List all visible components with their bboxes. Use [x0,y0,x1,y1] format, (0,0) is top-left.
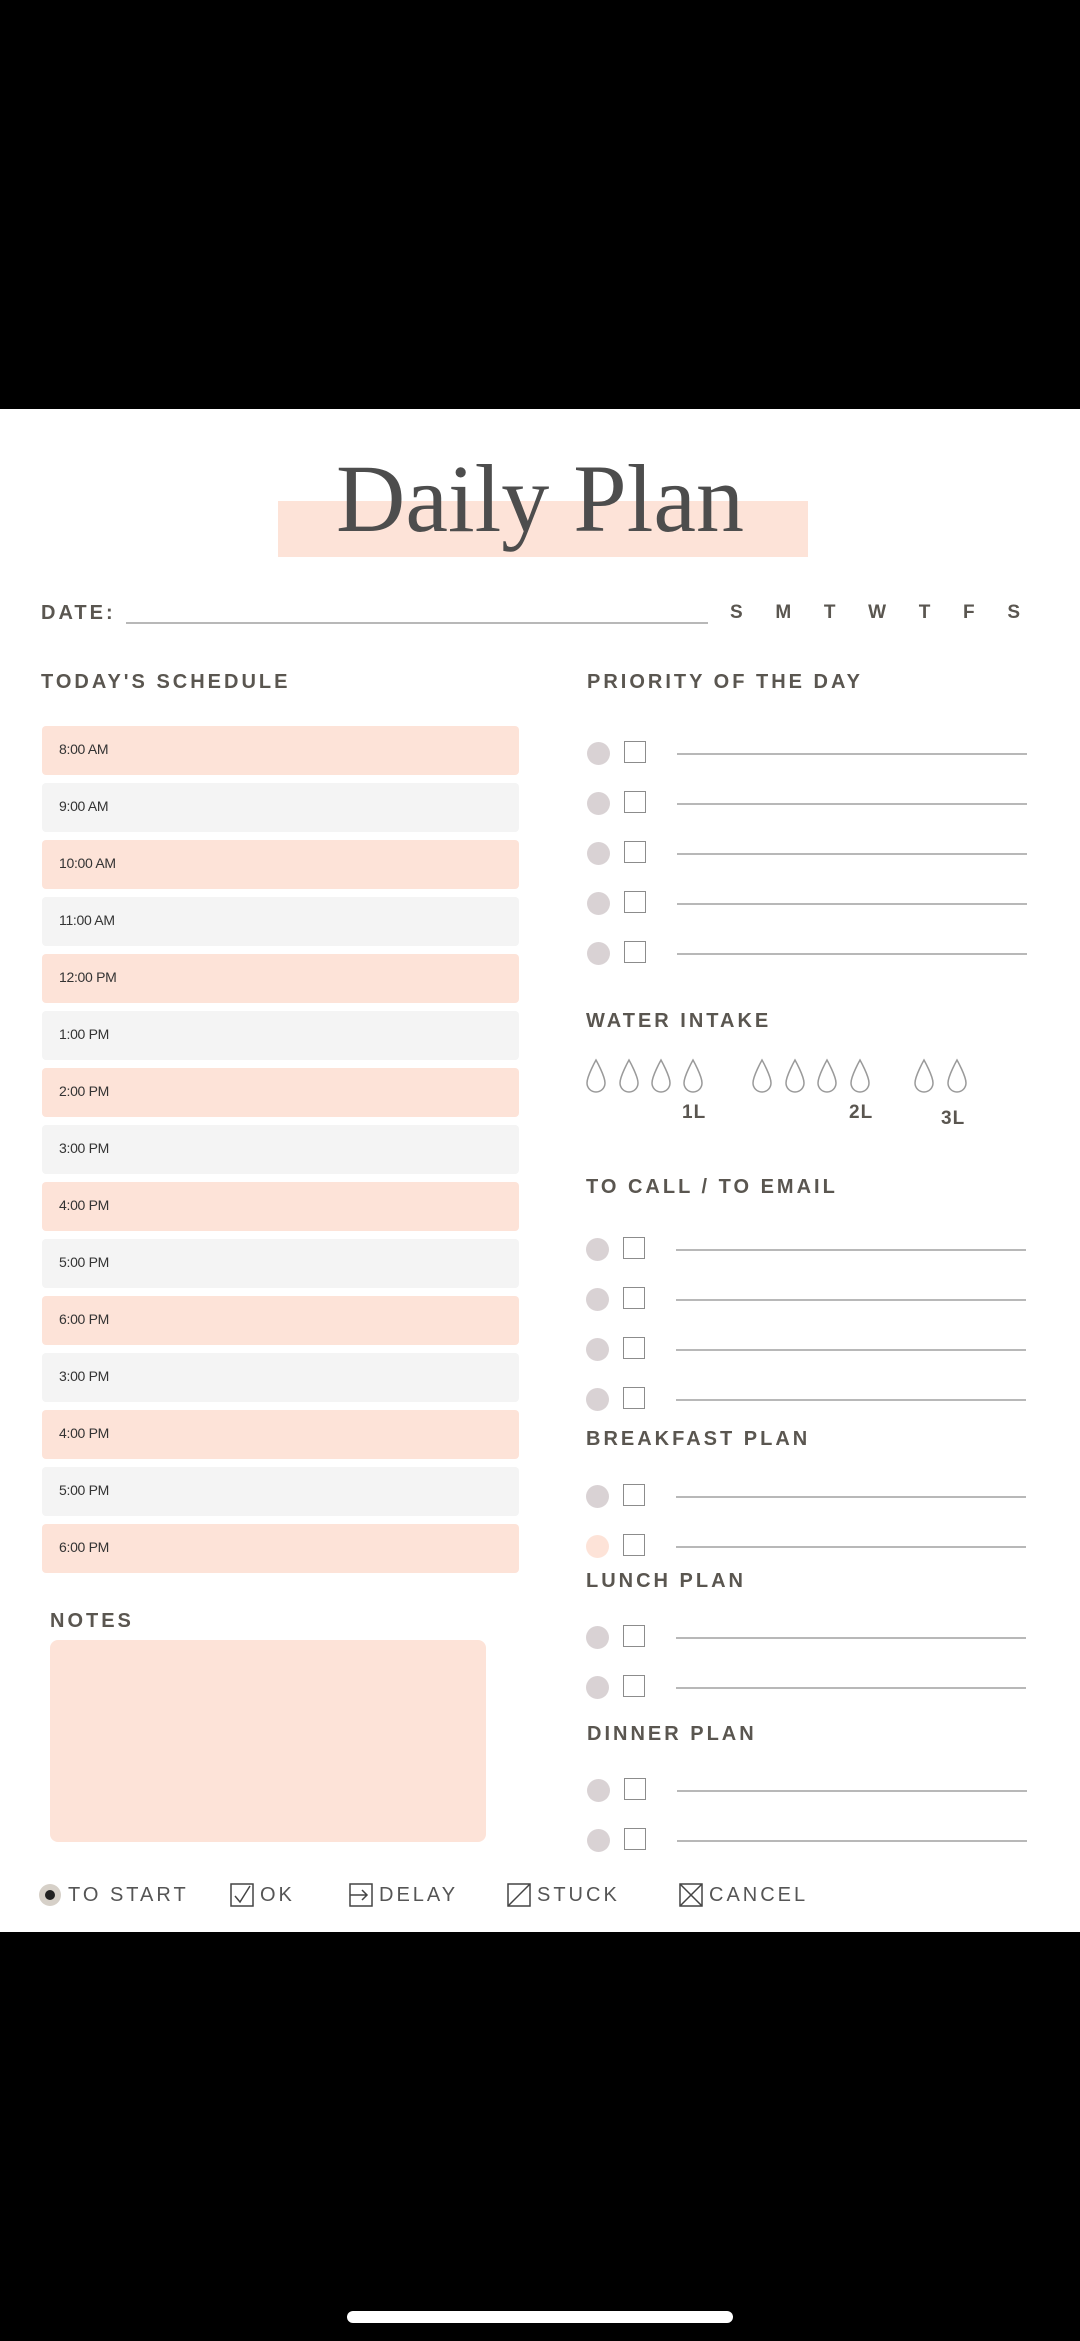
write-line[interactable] [677,853,1027,855]
checkbox[interactable] [623,1287,645,1309]
slot-time: 8:00 AM [59,741,109,757]
priority-heading: PRIORITY OF THE DAY [587,671,863,693]
checkbox[interactable] [624,1828,646,1850]
schedule-slot[interactable] [42,1125,519,1174]
write-line[interactable] [677,1790,1027,1792]
arrow-right-icon [349,1883,373,1907]
write-line[interactable] [676,1349,1026,1351]
write-line[interactable] [677,903,1027,905]
slot-time: 11:00 AM [59,912,115,928]
write-line[interactable] [677,803,1027,805]
legend-label: TO START [68,1883,189,1906]
to-call-item [586,1337,1026,1363]
legend-stuck [507,1883,620,1907]
weekday-sun[interactable]: S [730,602,743,623]
status-dot[interactable] [586,1626,609,1649]
checkbox[interactable] [623,1237,645,1259]
dinner-item [587,1828,1027,1854]
status-dot[interactable] [587,742,610,765]
status-dot[interactable] [586,1288,609,1311]
status-dot[interactable] [587,842,610,865]
schedule-slot[interactable] [42,1068,519,1117]
to-call-item [586,1287,1026,1313]
lunch-item [586,1625,1026,1651]
schedule-slot[interactable] [42,1353,519,1402]
priority-item [587,741,1027,767]
status-dot[interactable] [587,1829,610,1852]
legend-ok [230,1883,295,1907]
water-drop-icon[interactable] [815,1058,839,1094]
write-line[interactable] [676,1399,1026,1401]
slot-time: 4:00 PM [59,1197,110,1213]
schedule-slot[interactable] [42,1524,519,1573]
checkbox[interactable] [624,841,646,863]
checkbox[interactable] [624,891,646,913]
status-dot[interactable] [586,1485,609,1508]
title-block [0,445,1080,569]
write-line[interactable] [676,1687,1026,1689]
legend-to-start [38,1883,189,1907]
water-drop-icon[interactable] [848,1058,872,1094]
daily-plan-sheet [0,409,1080,1932]
slot-time: 5:00 PM [59,1482,110,1498]
water-drop-icon[interactable] [750,1058,774,1094]
checkbox[interactable] [624,1778,646,1800]
checkbox[interactable] [623,1534,645,1556]
to-start-icon [38,1883,62,1907]
legend-label: DELAY [379,1883,459,1906]
status-dot[interactable] [586,1388,609,1411]
priority-item [587,891,1027,917]
slot-time: 2:00 PM [59,1083,110,1099]
write-line[interactable] [676,1496,1026,1498]
water-label-3l: 3L [941,1108,966,1129]
write-line[interactable] [677,953,1027,955]
slot-time: 1:00 PM [59,1026,110,1042]
legend-cancel [679,1883,808,1907]
notes-area[interactable] [50,1640,486,1842]
legend-delay [349,1883,458,1907]
status-dot[interactable] [586,1238,609,1261]
weekday-wed[interactable]: W [868,602,887,623]
water-label-2l: 2L [849,1102,874,1123]
to-call-item [586,1237,1026,1263]
priority-item [587,841,1027,867]
schedule-slot[interactable] [42,1296,519,1345]
slot-time: 12:00 PM [59,969,117,985]
weekday-selector [730,602,1020,624]
schedule-slot[interactable] [42,726,519,775]
schedule-slot[interactable] [42,1182,519,1231]
checkbox[interactable] [623,1484,645,1506]
to-call-item [586,1387,1026,1413]
checkbox[interactable] [623,1625,645,1647]
legend-label: STUCK [537,1883,620,1906]
schedule-slot[interactable] [42,840,519,889]
water-drop-icon[interactable] [617,1058,641,1094]
dinner-item [587,1778,1027,1804]
checkbox[interactable] [624,791,646,813]
priority-item [587,941,1027,967]
check-icon [230,1883,254,1907]
water-drop-icon[interactable] [584,1058,608,1094]
legend-label: CANCEL [709,1883,809,1906]
water-drop-icon[interactable] [681,1058,705,1094]
to-call-heading: TO CALL / TO EMAIL [586,1176,838,1198]
write-line[interactable] [676,1546,1026,1548]
slot-time: 10:00 AM [59,855,116,871]
slot-time: 3:00 PM [59,1140,110,1156]
page-title: Daily Plan [336,445,744,552]
slot-time: 6:00 PM [59,1311,110,1327]
weekday-fri[interactable]: F [963,602,975,623]
slot-time: 9:00 AM [59,798,109,814]
write-line[interactable] [676,1249,1026,1251]
slot-time: 5:00 PM [59,1254,110,1270]
water-drop-icon[interactable] [783,1058,807,1094]
slot-time: 4:00 PM [59,1425,110,1441]
breakfast-item [586,1484,1026,1510]
water-drop-icon[interactable] [912,1058,936,1094]
checkbox[interactable] [624,741,646,763]
weekday-mon[interactable]: M [775,602,792,623]
date-field[interactable] [126,622,708,624]
priority-item [587,791,1027,817]
notes-heading: NOTES [50,1610,134,1632]
weekday-thu[interactable]: T [918,602,931,623]
water-heading: WATER INTAKE [586,1010,772,1032]
status-dot[interactable] [587,792,610,815]
water-drop-icon[interactable] [649,1058,673,1094]
cross-icon [679,1883,703,1907]
weekday-tue[interactable]: T [823,602,836,623]
slot-time: 3:00 PM [59,1368,110,1384]
write-line[interactable] [677,1840,1027,1842]
status-dot[interactable] [586,1338,609,1361]
breakfast-heading: BREAKFAST PLAN [586,1428,811,1450]
write-line[interactable] [676,1299,1026,1301]
write-line[interactable] [677,753,1027,755]
schedule-slot[interactable] [42,897,519,946]
schedule-slot[interactable] [42,783,519,832]
checkbox[interactable] [623,1387,645,1409]
slash-icon [507,1883,531,1907]
slot-time: 6:00 PM [59,1539,110,1555]
checkbox[interactable] [623,1337,645,1359]
status-dot[interactable] [587,1779,610,1802]
home-indicator[interactable] [347,2311,733,2323]
legend-label: OK [260,1883,295,1906]
dinner-heading: DINNER PLAN [587,1723,757,1745]
breakfast-item [586,1534,1026,1560]
schedule-slot[interactable] [42,1410,519,1459]
lunch-heading: LUNCH PLAN [586,1570,746,1592]
water-drop-icon[interactable] [945,1058,969,1094]
weekday-sat[interactable]: S [1007,602,1020,623]
date-label: DATE: [41,602,116,624]
schedule-slot[interactable] [42,1239,519,1288]
schedule-slot[interactable] [42,954,519,1003]
write-line[interactable] [676,1637,1026,1639]
status-dot[interactable] [586,1535,609,1558]
schedule-slot[interactable] [42,1467,519,1516]
status-dot[interactable] [587,892,610,915]
schedule-heading: TODAY'S SCHEDULE [41,671,291,693]
checkbox[interactable] [623,1675,645,1697]
checkbox[interactable] [624,941,646,963]
schedule-slot[interactable] [42,1011,519,1060]
status-dot[interactable] [587,942,610,965]
lunch-item [586,1675,1026,1701]
status-dot[interactable] [586,1676,609,1699]
water-label-1l: 1L [682,1102,707,1123]
